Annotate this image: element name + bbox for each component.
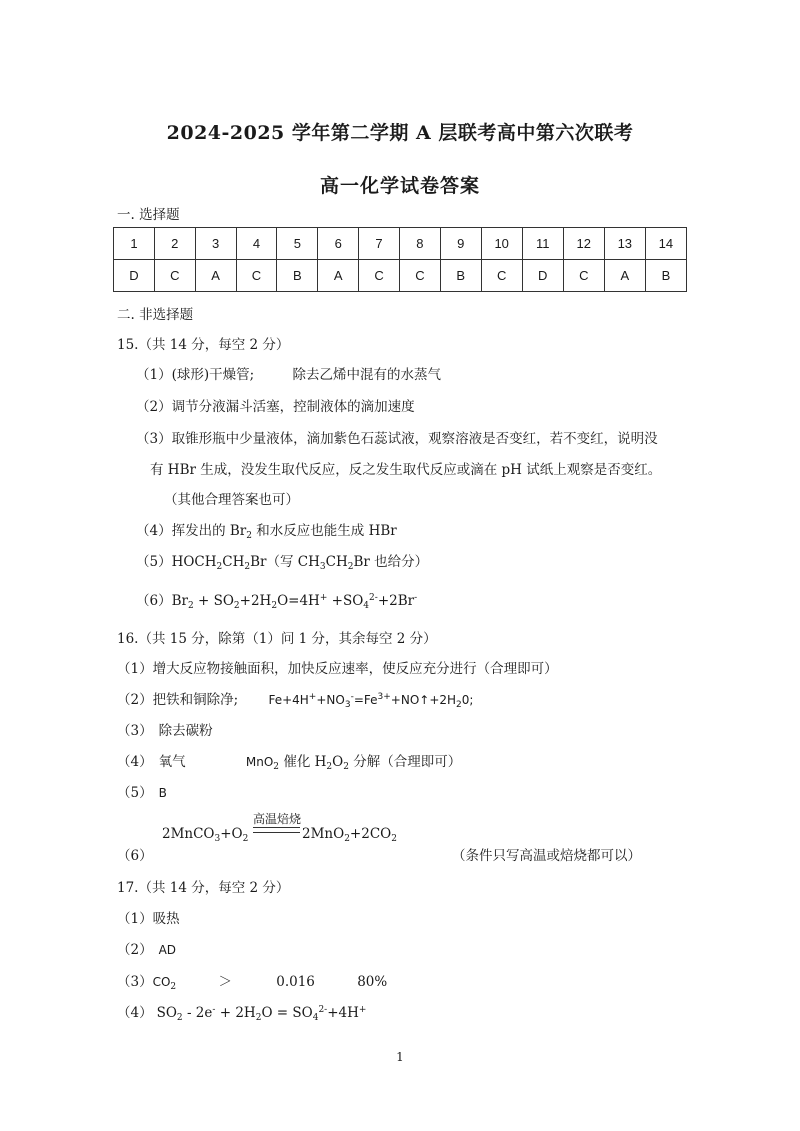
q15-part1: [136, 363, 441, 383]
subscript: 2: [391, 834, 397, 844]
subscript: 4: [363, 601, 370, 611]
text: +2H: [239, 593, 272, 609]
subscript: 2: [347, 562, 354, 572]
q17-part3: [117, 970, 387, 992]
answer-cell: B: [440, 260, 481, 292]
q16-part2: [117, 688, 473, 710]
q15-part2-answer: 调节分液漏斗活塞，控制液体的滴加速度: [171, 399, 415, 415]
answer-cell: B: [645, 260, 686, 292]
choice-answer-table: [113, 227, 687, 292]
q16-part4-b: [246, 754, 461, 770]
question-number-cell: 9: [440, 228, 481, 260]
superscript: 2-: [369, 593, 378, 603]
answer-cell: C: [563, 260, 604, 292]
superscript: 3+: [377, 692, 391, 702]
q15-part6: [136, 589, 417, 611]
superscript: +: [308, 692, 317, 702]
q16-part3: [117, 719, 213, 739]
part-number: （2）: [117, 692, 153, 708]
subscript: 2: [271, 601, 278, 611]
superscript: 2-: [318, 1005, 328, 1015]
q15-part4: [136, 519, 397, 541]
text: O=4H: [277, 593, 320, 609]
part-number: （2）: [117, 942, 153, 958]
text: CH: [222, 554, 245, 570]
text: 氧气: [158, 754, 186, 770]
answer-cell: A: [318, 260, 359, 292]
text: +SO: [327, 593, 364, 609]
part-number: （4）: [117, 754, 153, 770]
text: HOCH: [171, 554, 217, 570]
text: +NO↑+2H: [390, 693, 457, 707]
q16-part6-note: （条件只写高温或焙烧都可以）: [452, 848, 641, 864]
q15-part1-answer-a: (球形)干燥管;: [171, 367, 255, 383]
subscript: 2: [343, 762, 349, 772]
text: 0;: [461, 693, 474, 707]
exam-title: 2024-2025 学年第二学期 A 层联考高中第六次联考: [166, 122, 634, 144]
text: + SO: [193, 593, 234, 609]
subscript: 2: [273, 762, 280, 772]
text: CO: [152, 975, 171, 989]
section-choice-label: 一. 选择题: [117, 207, 180, 223]
subscript: 2: [170, 982, 177, 992]
part-number: （6）: [136, 593, 172, 609]
answer-cell: C: [481, 260, 522, 292]
superscript: -: [414, 593, 418, 603]
question-number-cell: 8: [399, 228, 440, 260]
text: 分解（合理即可）: [348, 754, 462, 770]
superscript: -: [350, 692, 354, 702]
text: MnO: [245, 755, 274, 769]
question-number-cell: 11: [522, 228, 563, 260]
text: 挥发出的 Br: [171, 523, 247, 539]
question-number-cell: 3: [195, 228, 236, 260]
q16-header: 16.（共 15 分，除第（1）问 1 分，其余每空 2 分）: [117, 631, 437, 647]
equals-arrow: [253, 827, 300, 833]
q15-part3-note: （其他合理答案也可）: [164, 492, 299, 508]
question-number-row: [114, 228, 687, 260]
text: O = SO: [261, 1005, 313, 1021]
text: B: [158, 786, 167, 800]
part-number: （1）: [136, 367, 172, 383]
part-number: （4）: [136, 523, 172, 539]
question-number-cell: 6: [318, 228, 359, 260]
text: +O: [220, 826, 243, 842]
text: 80%: [357, 974, 388, 990]
subscript: 2: [246, 531, 252, 541]
text: ＞: [218, 974, 232, 990]
text: +2CO: [349, 826, 392, 842]
text: - 2e: [182, 1005, 213, 1021]
q17-part4: [117, 1001, 366, 1023]
answer-cell: A: [604, 260, 645, 292]
superscript: -: [212, 1005, 216, 1015]
subscript: 2: [344, 834, 350, 844]
q15-part3-line2: 有 HBr 生成，没发生取代反应，反之发生取代反应或滴在 pH 试纸上观察是否变红。: [150, 462, 662, 478]
part-number: （5）: [117, 785, 153, 801]
answer-cell: C: [399, 260, 440, 292]
q15-part2: [136, 395, 415, 415]
text: +4H: [327, 1005, 359, 1021]
answer-cell: D: [114, 260, 155, 292]
part-number: （5）: [136, 554, 172, 570]
subscript: 3: [214, 834, 221, 844]
text: Fe+4H: [268, 693, 309, 707]
part-number: （4）: [117, 1005, 153, 1021]
text: +2Br: [377, 593, 415, 609]
question-number-cell: 4: [236, 228, 277, 260]
text: 2MnCO: [162, 826, 215, 842]
text: SO: [156, 1005, 177, 1021]
text: Br: [171, 593, 188, 609]
superscript: +: [358, 1005, 367, 1015]
text: 和水反应也能生成 HBr: [252, 523, 397, 539]
reaction-condition: 高温焙烧: [253, 812, 302, 826]
subscript: 3: [319, 562, 326, 572]
text: Br 也给分）: [353, 554, 429, 570]
text: 除去碳粉: [158, 723, 213, 739]
q15-part3-line1: [136, 427, 658, 447]
text: +NO: [316, 693, 345, 707]
subscript: 2: [326, 762, 333, 772]
text: 把铁和铜除净;: [152, 692, 239, 708]
text: 2MnO: [302, 826, 345, 842]
question-number-cell: 13: [604, 228, 645, 260]
q17-header: 17.（共 14 分，每空 2 分）: [117, 880, 290, 896]
question-number-cell: 7: [359, 228, 400, 260]
answer-row: [114, 260, 687, 292]
q16-part1: （1）增大反应物接触面积，加快反应速率，使反应充分进行（合理即可）: [117, 661, 558, 677]
q15-part1-answer-b: 除去乙烯中混有的水蒸气: [292, 367, 441, 383]
subscript: 2: [216, 562, 223, 572]
text: O: [332, 754, 344, 770]
answer-cell: D: [522, 260, 563, 292]
part-number: （3）: [117, 974, 153, 990]
q15-part3-text: 取锥形瓶中少量液体，滴加紫色石蕊试液，观察溶液是否变红，若不变红，说明没: [171, 431, 658, 447]
subscript: 4: [312, 1013, 319, 1023]
exam-subtitle: 高一化学试卷答案: [319, 175, 480, 197]
page-number: 1: [396, 1050, 404, 1064]
q15-header: 15.（共 14 分，每空 2 分）: [117, 337, 290, 353]
subscript: 2: [187, 601, 194, 611]
q16-part6-rhs: [302, 826, 397, 844]
section-free-label: 二. 非选择题: [117, 307, 194, 323]
subscript: 2: [233, 601, 240, 611]
question-number-cell: 14: [645, 228, 686, 260]
part-number: （3）: [136, 431, 172, 447]
answer-cell: C: [359, 260, 400, 292]
superscript: +: [319, 593, 328, 603]
question-number-cell: 1: [114, 228, 155, 260]
text: =Fe: [353, 693, 378, 707]
question-number-cell: 5: [277, 228, 318, 260]
part-number: （2）: [136, 399, 172, 415]
question-number-cell: 10: [481, 228, 522, 260]
q16-part6-lhs: [162, 826, 248, 844]
subscript: 3: [344, 700, 351, 710]
q16-part6-number: （6）: [117, 848, 153, 864]
answer-cell: C: [154, 260, 195, 292]
answer-cell: C: [236, 260, 277, 292]
part-number: （3）: [117, 723, 153, 739]
subscript: 2: [244, 562, 251, 572]
text: CH: [325, 554, 348, 570]
q17-part1: （1）吸热: [117, 911, 180, 927]
subscript: 2: [255, 1013, 262, 1023]
subscript: 2: [176, 1013, 183, 1023]
text: 0.016: [276, 974, 315, 990]
q16-part4: [117, 750, 461, 772]
subscript: 2: [456, 700, 462, 710]
question-number-cell: 2: [154, 228, 195, 260]
q17-part2: [117, 938, 176, 958]
answer-cell: B: [277, 260, 318, 292]
subscript: 2: [242, 834, 249, 844]
text: AD: [158, 943, 177, 957]
question-number-cell: 12: [563, 228, 604, 260]
q16-part5: [117, 781, 167, 801]
q16-part2-equation: [268, 692, 474, 710]
text: + 2H: [215, 1005, 256, 1021]
text: 催化 H: [279, 754, 327, 770]
answer-cell: A: [195, 260, 236, 292]
text: Br（写 CH: [250, 554, 320, 570]
q15-part5: [136, 550, 428, 572]
